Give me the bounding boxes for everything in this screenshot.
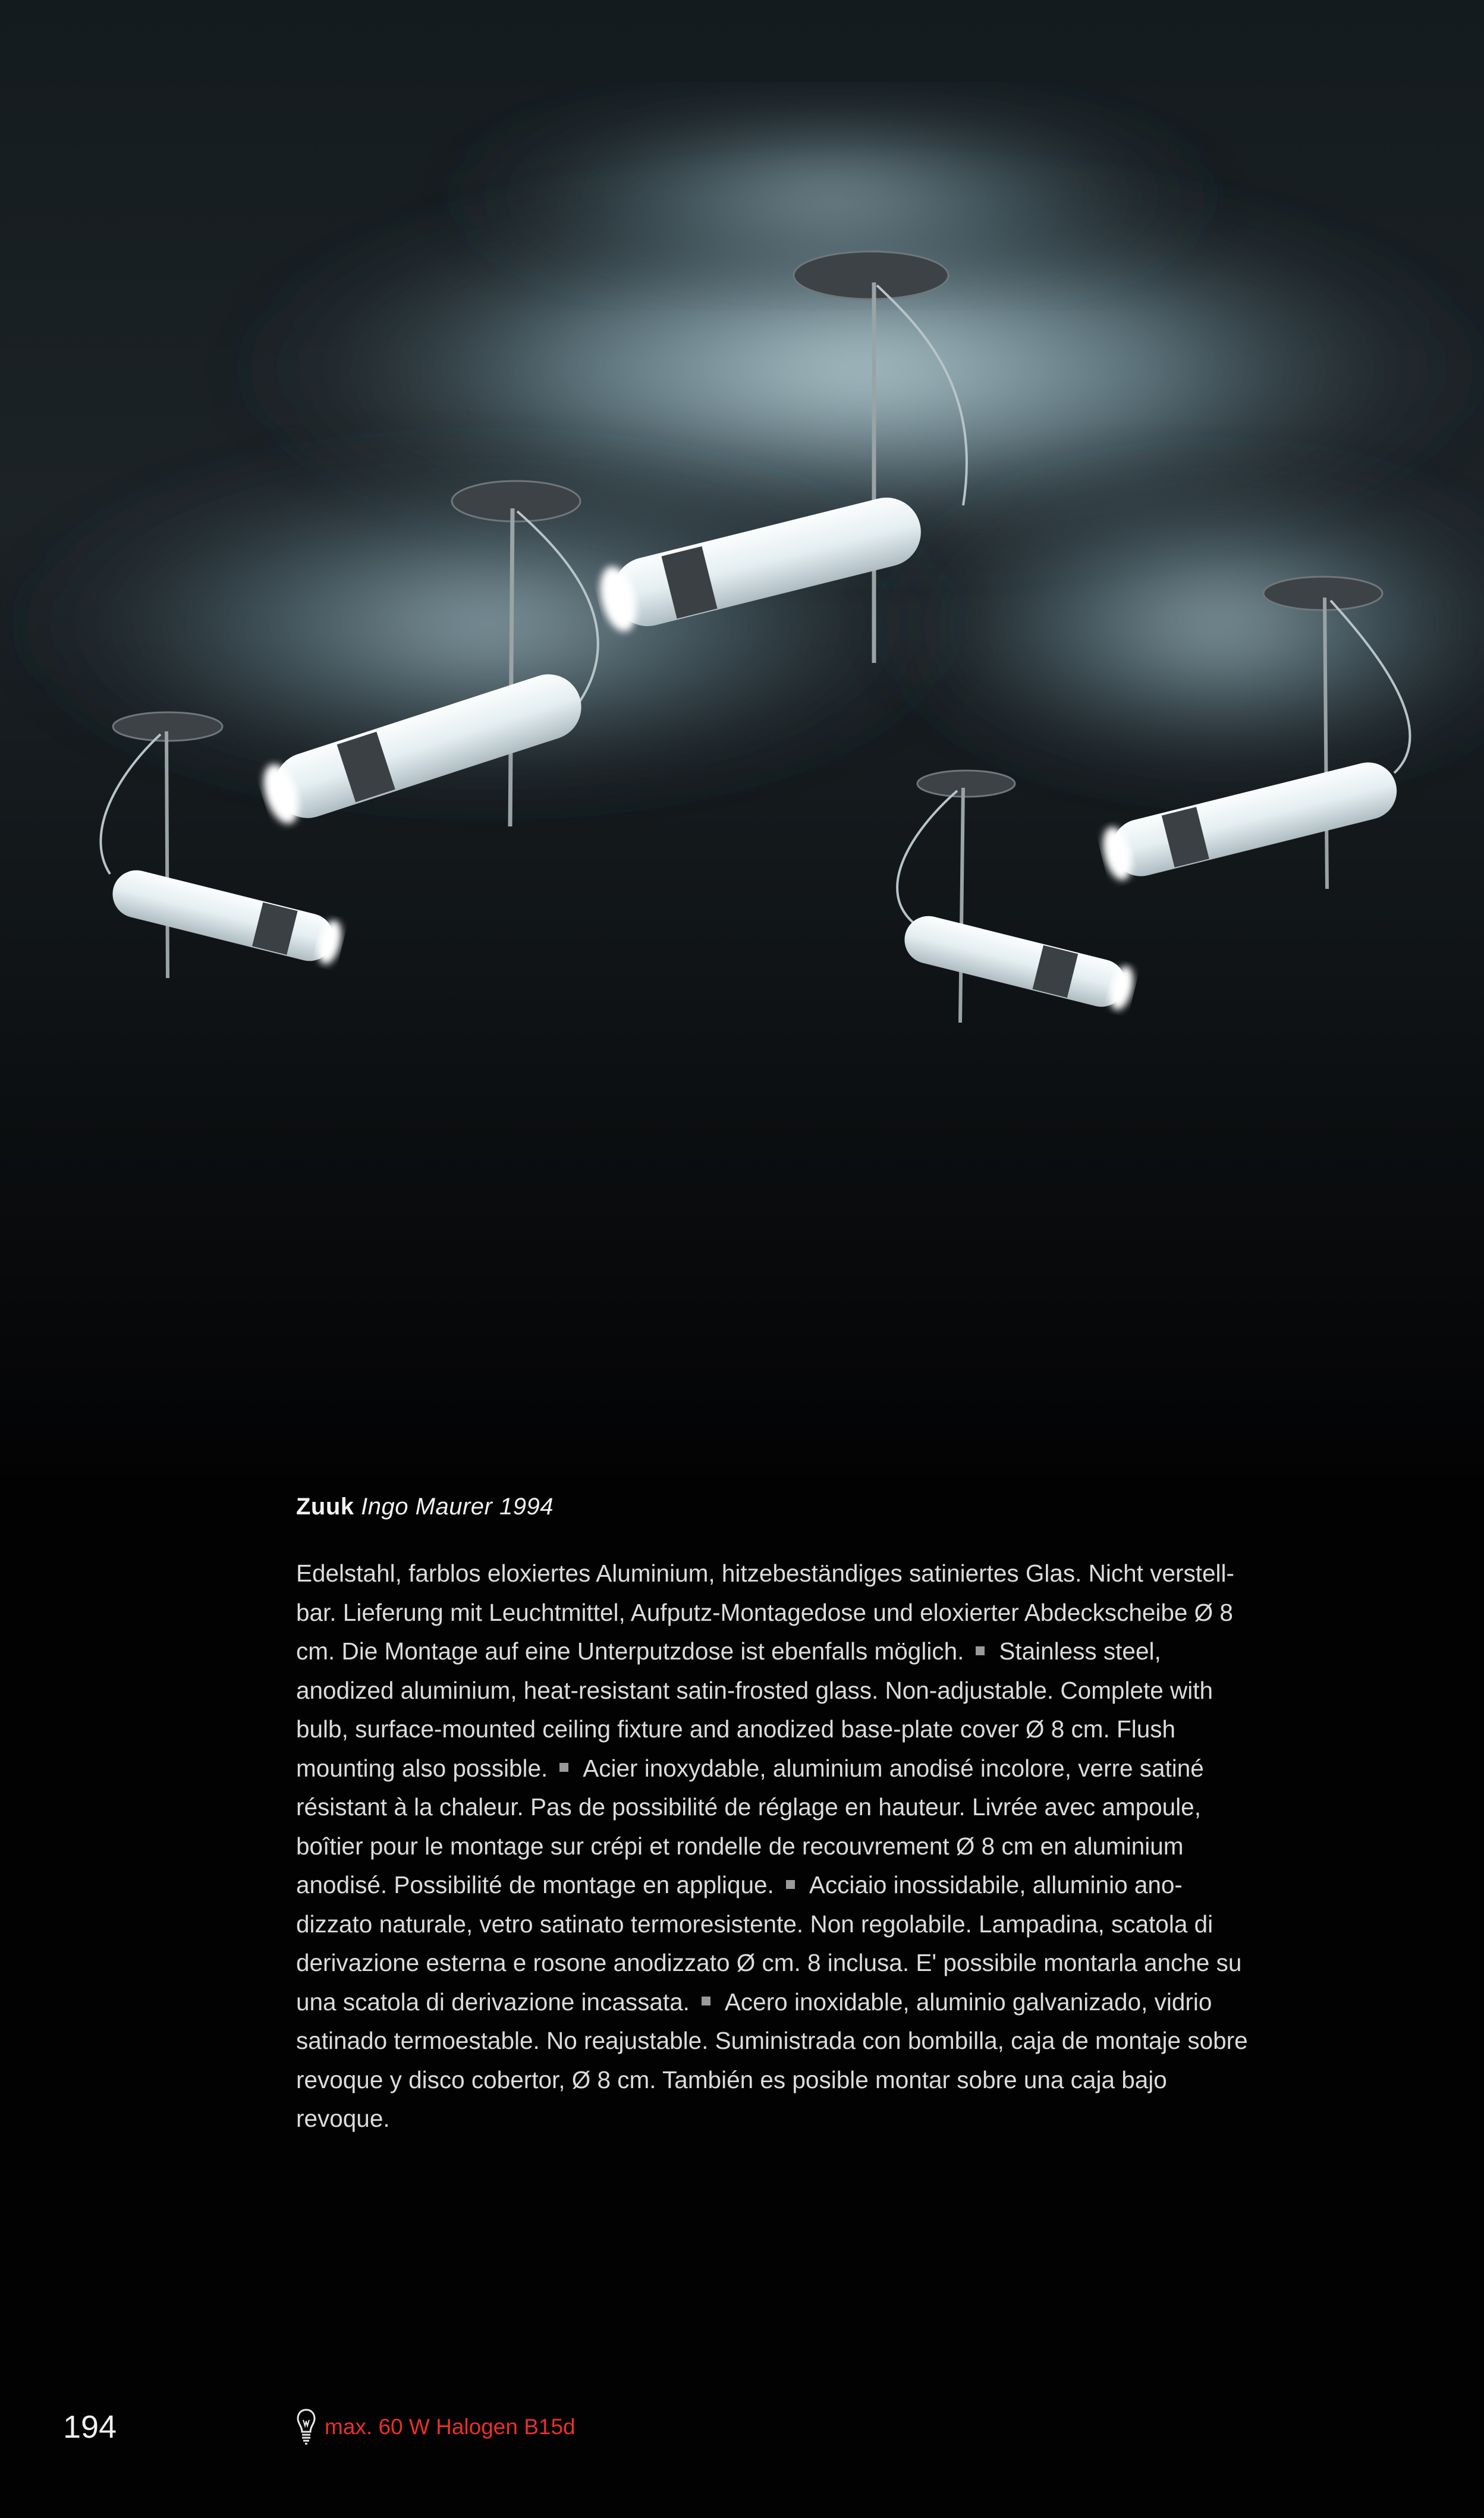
designer-year: Ingo Maurer 1994: [361, 1494, 554, 1520]
description-en: Stainless steel, anodized aluminium, heat-resistant satin-frosted glass. Non-adjustable. Complete with bulb, surface-mounted ceiling fixture and anodized base-plate cover Ø 8 cm. Flush mounting also possible.: [296, 1637, 1213, 1782]
product-name: Zuuk: [296, 1494, 354, 1520]
description-es: Acero inoxidable, aluminio galvanizado, vidrio satinado termoestable. No reajustable. Suministrada con bombilla, caja de montaje sobre revoque y disco cobertor, Ø 8 cm. También es posible montar sobre una caja bajo revoque.: [296, 1988, 1248, 2132]
bulb-icon: [296, 2408, 316, 2446]
product-description: [296, 1554, 1259, 2139]
page-number: 194: [63, 2409, 117, 2445]
separator-square-icon: [786, 1880, 795, 1889]
separator-square-icon: [559, 1763, 568, 1772]
spec-text: max. 60 W Halogen B15d: [325, 2415, 576, 2439]
separator-square-icon: [976, 1646, 985, 1655]
description-it: Acciaio inossidabile, alluminio ano- dizzato naturale, vetro satinato termoresistente. Non regolabile. Lampadina, scatola di derivazione esterna e rosone anodizzato Ø cm. 8 inclusa. E' possibile montarla anche su una scatola di derivazione incassata.: [296, 1871, 1242, 2016]
product-title: [296, 1494, 554, 1520]
separator-square-icon: [702, 1997, 710, 2005]
description-fr: Acier inoxydable, aluminium anodisé incolore, verre satiné résistant à la chaleur. Pas de possibilité de réglage en hauteur. Livrée avec ampoule, boîtier pour le montage sur crépi et rondelle de recouvrement Ø 8 cm en aluminium anodisé. Possibilité de montage en applique.: [296, 1754, 1204, 1898]
lamp-spec: [296, 2408, 576, 2446]
description-de: Edelstahl, farblos eloxiertes Aluminium, hitzebeständiges satiniertes Glas. Nicht verstell- bar. Lieferung mit Leuchtmittel, Aufputz-Montagedose und eloxierter Abdeckscheibe Ø 8 cm. Die Montage auf eine Unterputzdose ist ebenfalls möglich.: [296, 1560, 1234, 1665]
